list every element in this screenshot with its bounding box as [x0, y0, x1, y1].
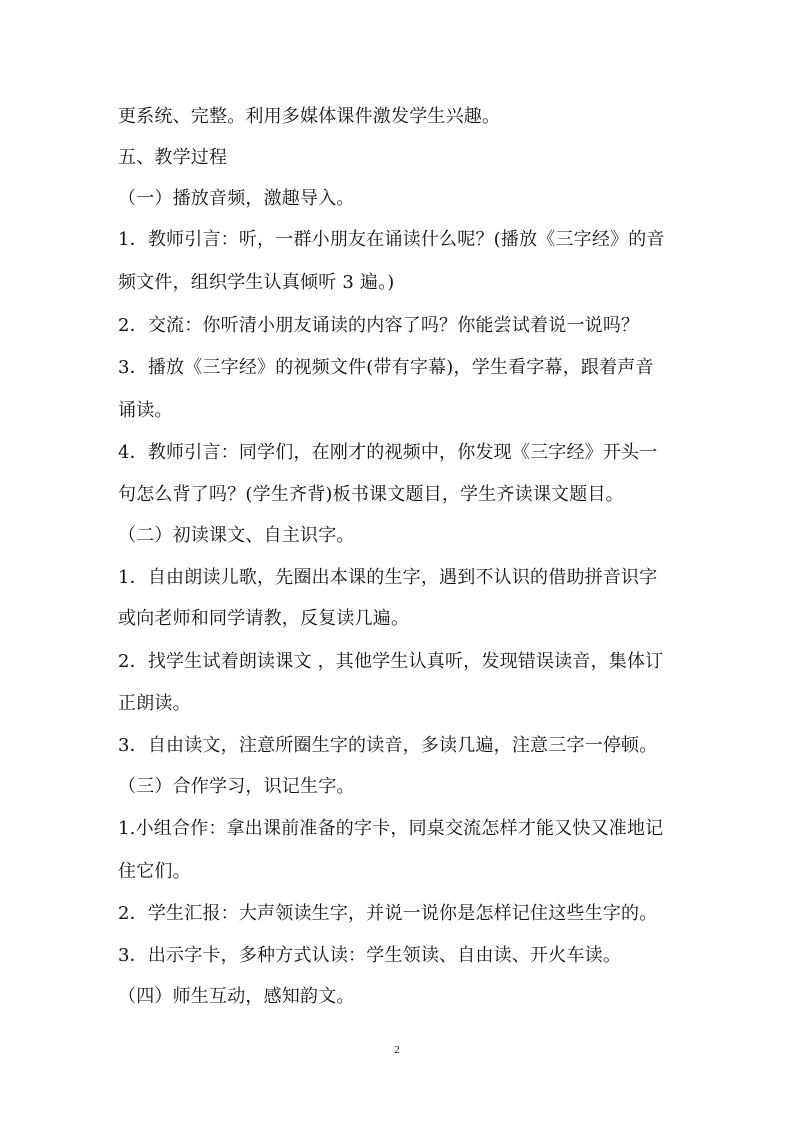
subsection-heading: （三）合作学习，识记生字。 [118, 776, 355, 797]
text-line: 1．自由朗读儿歌，先圈出本课的生字，遇到不认识的借助拼音识字 [118, 567, 658, 588]
text-line: 2．学生汇报：大声领读生字，并说一说你是怎样记住这些生字的。 [118, 903, 658, 924]
text-line: 1．教师引言：听，一群小朋友在诵读什么呢？(播放《三字经》的音 [118, 229, 665, 250]
text-line: 频文件，组织学生认真倾听 3 遍。) [118, 272, 395, 293]
text-line: 1.小组合作：拿出课前准备的字卡，同桌交流怎样才能又快又准地记 [118, 818, 664, 839]
text-line: 2．找学生试着朗读课文 ，其他学生认真听，发现错误读音，集体订 [118, 651, 664, 672]
section-heading: 五、教学过程 [118, 147, 228, 168]
text-line: 住它们。 [118, 861, 191, 882]
text-line: 句怎么背了吗？(学生齐背)板书课文题目，学生齐读课文题目。 [118, 484, 624, 505]
subsection-heading: （一）播放音频，激趣导入。 [118, 188, 355, 209]
text-line: 3．自由读文，注意所圈生字的读音，多读几遍，注意三字一停顿。 [118, 735, 658, 756]
text-line: 3．出示字卡，多种方式认读：学生领读、自由读、开火车读。 [118, 945, 622, 966]
text-line: 正朗读。 [118, 693, 191, 714]
subsection-heading: （二）初读课文、自主识字。 [118, 525, 355, 546]
text-line: 4．教师引言：同学们，在刚才的视频中，你发现《三字经》开头一 [118, 442, 658, 463]
text-line: 更系统、完整。利用多媒体课件激发学生兴趣。 [118, 106, 501, 127]
subsection-heading: （四）师生互动，感知韵文。 [118, 986, 355, 1007]
text-line: 3．播放《三字经》的视频文件(带有字幕)，学生看字幕，跟着声音 [118, 357, 654, 378]
page-number: 2 [394, 1044, 400, 1056]
text-line: 诵读。 [118, 400, 173, 421]
text-line: 2．交流：你听清小朋友诵读的内容了吗？你能尝试着说一说吗？ [118, 315, 640, 336]
text-line: 或向老师和同学请教，反复读几遍。 [118, 608, 410, 629]
